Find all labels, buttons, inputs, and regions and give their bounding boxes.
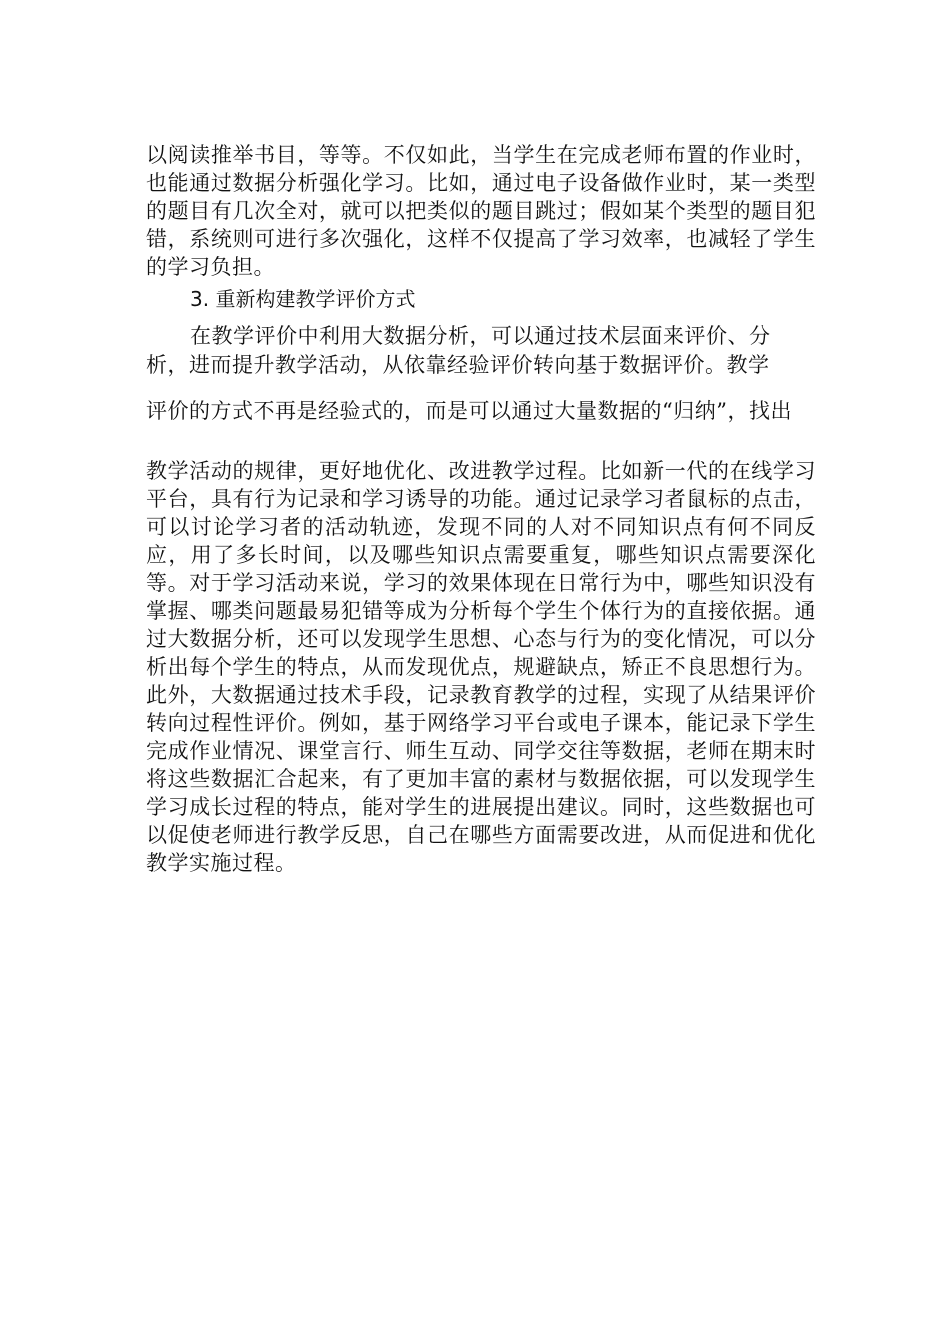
evaluation-paragraph-line-1: 在教学评价中利用大数据分析，可以通过技术层面来评价、分	[190, 324, 771, 348]
evaluation-paragraph-line-3: 评价的方式不再是经验式的，而是可以通过大量数据的“归纳”，找出	[146, 399, 792, 423]
evaluation-paragraph-body: 教学活动的规律，更好地优化、改进教学过程。比如新一代的在线学习平台，具有行为记录和学习诱导的功能。通过记录学习者鼠标的点击，可以讨论学习者的活动轨迹，发现不同的人对不同知识点有何不同反应，用了多长时间，以及哪些知识点需要重复，哪些知识点需要深化等。对于学习活动来说，学习的效果体现在日常行为中，哪些知识没有掌握、哪类问题最易犯错等成为分析每个学生个体行为的直接依据。通过大数据分析，还可以发现学生思想、心态与行为的变化情况，可以分析出每个学生的特点，从而发现优点，规避缺点，矫正不良思想行为。此外，大数据通过技术手段，记录教育教学的过程，实现了从结果评价转向过程性评价。例如，基于网络学习平台或电子课本，能记录下学生完成作业情况、课堂言行、师生互动、同学交往等数据，老师在期末时将这些数据汇合起来，有了更加丰富的素材与数据依据，可以发现学生学习成长过程的特点，能对学生的进展提出建议。同时，这些数据也可以促使老师进行教学反思，自己在哪些方面需要改进，从而促进和优化教学实施过程。	[146, 459, 816, 875]
section-heading: 3. 重新构建教学评价方式	[190, 287, 416, 311]
evaluation-paragraph-line-2: 析，进而提升教学活动，从依靠经验评价转向基于数据评价。教学	[146, 353, 770, 377]
continued-paragraph: 以阅读推举书目，等等。不仅如此，当学生在完成老师布置的作业时，也能通过数据分析强化学习。比如，通过电子设备做作业时，某一类型的题目有几次全对，就可以把类似的题目跳过；假如某个类型的题目犯错，系统则可进行多次强化，这样不仅提高了学习效率，也减轻了学生的学习负担。	[146, 143, 816, 279]
